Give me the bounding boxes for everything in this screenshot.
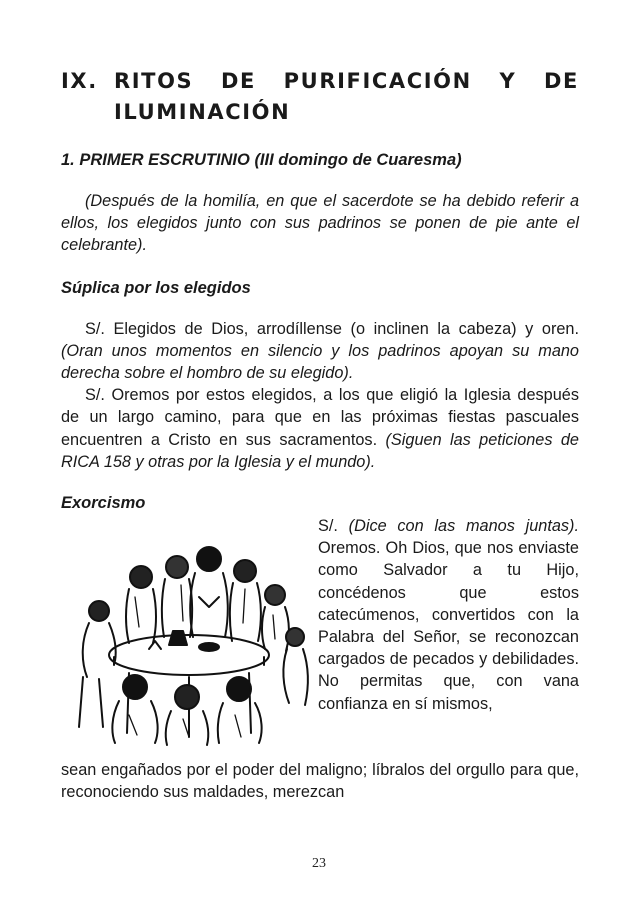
chapter-number: IX. <box>61 69 98 93</box>
exorcismo-prayer-start: Oremos. Oh Dios, que nos enviaste como Salvador a tu Hijo, concédenos que estos catecúmenos, convertidos con la Palabra del Señor, se reconozcan cargados de pecados y debilidades. No permitas que, con vana confianza en sí mismos, <box>318 539 579 713</box>
page-content <box>61 66 579 803</box>
suplica-p1-rubric: (Oran unos momentos en silencio y los padrinos apoyan su mano derecha sobre el hombro de su elegido). <box>61 341 579 383</box>
exorcismo-prayer <box>318 515 579 715</box>
exorcismo-prayer-continued: sean engañados por el poder del maligno; líbralos del orgullo para que, reconociendo sus maldades, merezcan <box>61 761 579 802</box>
exorcismo-heading: Exorcismo <box>61 494 146 513</box>
page-number: 23 <box>312 856 326 871</box>
suplica-heading: Súplica por los elegidos <box>61 278 251 297</box>
suplica-p1-lead: S/. Elegidos de Dios, arrodíllense (o inclinen la cabeza) y oren. <box>85 319 579 338</box>
exorcismo-prayer-text <box>318 515 579 715</box>
exorcismo-block <box>61 515 579 759</box>
suplica-p2-rubric: (Siguen las peticiones de RICA 158 y otras por la Iglesia y el mundo). <box>61 430 579 471</box>
chapter-title <box>61 66 579 128</box>
section-intro-rubric: (Después de la homilía, en que el sacerdote se ha debido referir a ellos, los elegidos junto con sus padrinos se ponen de pie ante el celebrante). <box>61 192 579 255</box>
suplica-p2-text: S/. Oremos por estos elegidos, a los que eligió la Iglesia después de un largo camino, para que en las próximas fiestas pascuales encuentren a Cristo en sus sacramentos. <box>61 386 579 449</box>
chapter-title-text: RITOS DE PURIFICACIÓN Y DE ILUMINACIÓN <box>114 69 579 124</box>
last-supper-illustration-icon <box>69 537 313 747</box>
exorcismo-lead: S/. <box>318 517 338 536</box>
section-heading: 1. PRIMER ESCRUTINIO (III domingo de Cuaresma) <box>61 151 462 169</box>
suplica-paragraph-2 <box>61 384 579 473</box>
suplica-paragraph-1 <box>61 318 579 385</box>
exorcismo-rubric: (Dice con las manos juntas). <box>348 517 579 536</box>
